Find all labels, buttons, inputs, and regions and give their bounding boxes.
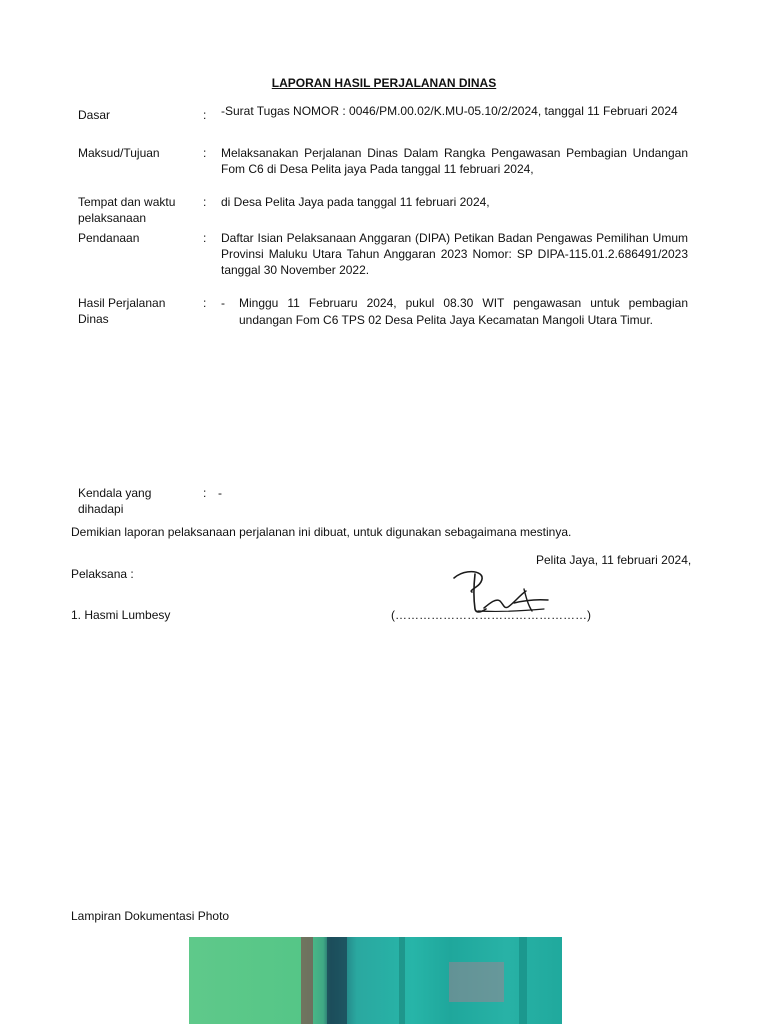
pelaksana-name: 1. Hasmi Lumbesy bbox=[71, 608, 171, 622]
hasil-text: Minggu 11 Februaru 2024, pukul 08.30 WIT pengawasan untuk pembagian undangan Fom C6 TPS 02 Desa Pelita Jaya Kecamatan Mangoli Utara Timur. bbox=[239, 296, 688, 327]
colon-pendanaan: : bbox=[203, 231, 207, 245]
value-tempat-waktu: di Desa Pelita Jaya pada tanggal 11 februari 2024, bbox=[221, 195, 490, 209]
value-dasar: -Surat Tugas NOMOR : 0046/PM.00.02/K.MU-05.10/2/2024, tanggal 11 Februari 2024 bbox=[221, 104, 678, 118]
colon-maksud: : bbox=[203, 146, 207, 160]
value-pendanaan: Daftar Isian Pelaksanaan Anggaran (DIPA) Petikan Badan Pengawas Pemilihan Umum Provinsi Maluku Utara Tahun Anggaran 2023 Nomor: SP DIPA-115.01.2.686491/2023 tanggal 30 November 2022. bbox=[221, 231, 688, 277]
attachment-label: Lampiran Dokumentasi Photo bbox=[71, 909, 230, 923]
label-maksud-tujuan: Maksud/Tujuan bbox=[78, 146, 160, 160]
label-hasil-perjalanan: Hasil Perjalanan Dinas bbox=[78, 296, 166, 326]
value-maksud-tujuan: Melaksanakan Perjalanan Dinas Dalam Rangka Pengawasan Pembagian Undangan Fom C6 di Desa Pelita jaya Pada tanggal 11 februari 2024, bbox=[221, 146, 688, 176]
handwritten-signature bbox=[448, 565, 553, 617]
value-kendala: - bbox=[218, 486, 222, 500]
label-dasar: Dasar bbox=[78, 108, 111, 122]
colon-tempat: : bbox=[203, 195, 207, 209]
label-pendanaan: Pendanaan bbox=[78, 231, 140, 245]
documentation-photo bbox=[189, 937, 562, 1024]
colon-dasar: : bbox=[203, 108, 207, 122]
place-date: Pelita Jaya, 11 februari 2024, bbox=[536, 553, 692, 567]
bullet-dash: - bbox=[221, 296, 225, 310]
colon-hasil: : bbox=[203, 296, 207, 310]
signature-line: (…………………………………………) bbox=[391, 608, 591, 622]
label-kendala: Kendala yang dihadapi bbox=[78, 486, 152, 516]
document-title: LAPORAN HASIL PERJALANAN DINAS bbox=[271, 76, 497, 90]
label-tempat-waktu: Tempat dan waktu pelaksanaan bbox=[78, 195, 176, 225]
pelaksana-label: Pelaksana : bbox=[71, 567, 134, 581]
colon-kendala: : bbox=[203, 486, 207, 500]
closing-statement: Demikian laporan pelaksanaan perjalanan ini dibuat, untuk digunakan sebagaimana mestinya. bbox=[71, 525, 572, 539]
